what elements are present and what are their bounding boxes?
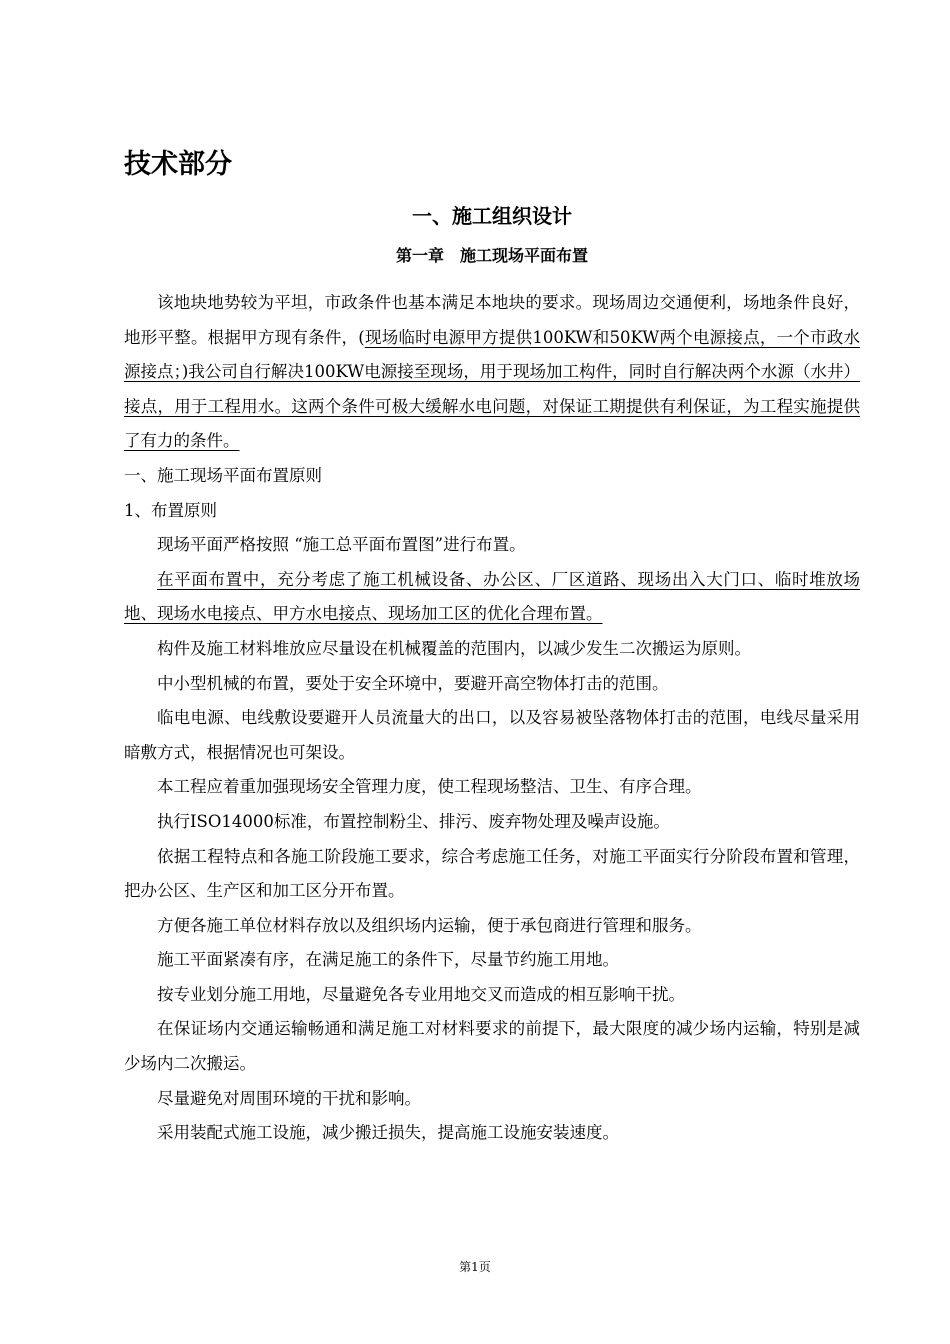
document-body bbox=[124, 286, 860, 1151]
section-title: 技术部分 bbox=[124, 149, 232, 180]
paragraph-material-storage: 方便各施工单位材料存放以及组织场内运输，便于承包商进行管理和服务。 bbox=[157, 915, 702, 935]
paragraph-phased-layout: 依据工程特点和各施工阶段施工要求，综合考虑施工任务，对施工平面实行分阶段布置和管理，把办公区、生产区和加工区分开布置。 bbox=[124, 846, 860, 901]
paragraph-temporary-power: 临电电源、电线敷设要避开人员流量大的出口，以及容易被坠落物体打击的范围，电线尽量采用暗敷方式，根据情况也可架设。 bbox=[124, 708, 860, 762]
paragraph-material-stacking: 构件及施工材料堆放应尽量设在机械覆盖的范围内，以减少发生二次搬运为原则。 bbox=[157, 638, 751, 658]
paragraph-layout-optimization bbox=[124, 563, 860, 632]
paragraph-prefabricated-facilities: 采用装配式施工设施，减少搬迁损失，提高施工设施安装速度。 bbox=[157, 1123, 619, 1143]
paragraph-site-conditions bbox=[124, 286, 860, 459]
chapter-title: 第一章 施工现场平面布置 bbox=[395, 246, 588, 265]
page-number: 第1页 bbox=[459, 1260, 491, 1274]
document-title: 一、施工组织设计 bbox=[412, 204, 572, 228]
paragraph-site-conditions-underlined: 现场临时电源甲方提供100KW和50KW两个电源接点，一个市政水源接点；)我公司自行解决100KW电源接至现场，用于现场加工构件，同时自行解决两个水源（水井）接点，用于工程用水。这两个条件可极大缓解水电问题，对保证工期提供有利保证，为工程实施提供了有力的条件。 bbox=[124, 327, 860, 451]
paragraph-compact-layout: 施工平面紧凑有序，在满足施工的条件下，尽量节约施工用地。 bbox=[157, 950, 619, 970]
paragraph-layout-optimization-underlined: 在平面布置中，充分考虑了施工机械设备、办公区、厂区道路、现场出入大门口、临时堆放场地、现场水电接点、甲方水电接点、现场加工区的优化合理布置。 bbox=[124, 569, 860, 624]
paragraph-site-conditions-text: 该地块地势较为平坦，市政条件也基本满足本地块的要求。现场周边交通便利，场地条件良好，地形平整。根据甲方现有条件，( bbox=[124, 293, 860, 347]
heading-layout-rules: 1、布置原则 bbox=[124, 500, 217, 520]
paragraph-machinery-placement: 中小型机械的布置，要处于安全环境中，要避开高空物体打击的范围。 bbox=[157, 673, 669, 693]
paragraph-iso-standard: 执行ISO14000标准，布置控制粉尘、排污、废弃物处理及噪声设施。 bbox=[157, 811, 670, 831]
heading-layout-principles: 一、施工现场平面布置原则 bbox=[124, 465, 322, 485]
paragraph-transport: 在保证场内交通运输畅通和满足施工对材料要求的前提下，最大限度的减少场内运输，特别是减少场内二次搬运。 bbox=[124, 1019, 860, 1074]
paragraph-safety-management: 本工程应着重加强现场安全管理力度，使工程现场整洁、卫生、有序合理。 bbox=[157, 777, 702, 797]
paragraph-land-division: 按专业划分施工用地，尽量避免各专业用地交叉而造成的相互影响干扰。 bbox=[157, 984, 685, 1004]
paragraph-environment: 尽量避免对周围环境的干扰和影响。 bbox=[157, 1088, 421, 1108]
paragraph-general-plan: 现场平面严格按照 “施工总平面布置图”进行布置。 bbox=[157, 535, 526, 555]
